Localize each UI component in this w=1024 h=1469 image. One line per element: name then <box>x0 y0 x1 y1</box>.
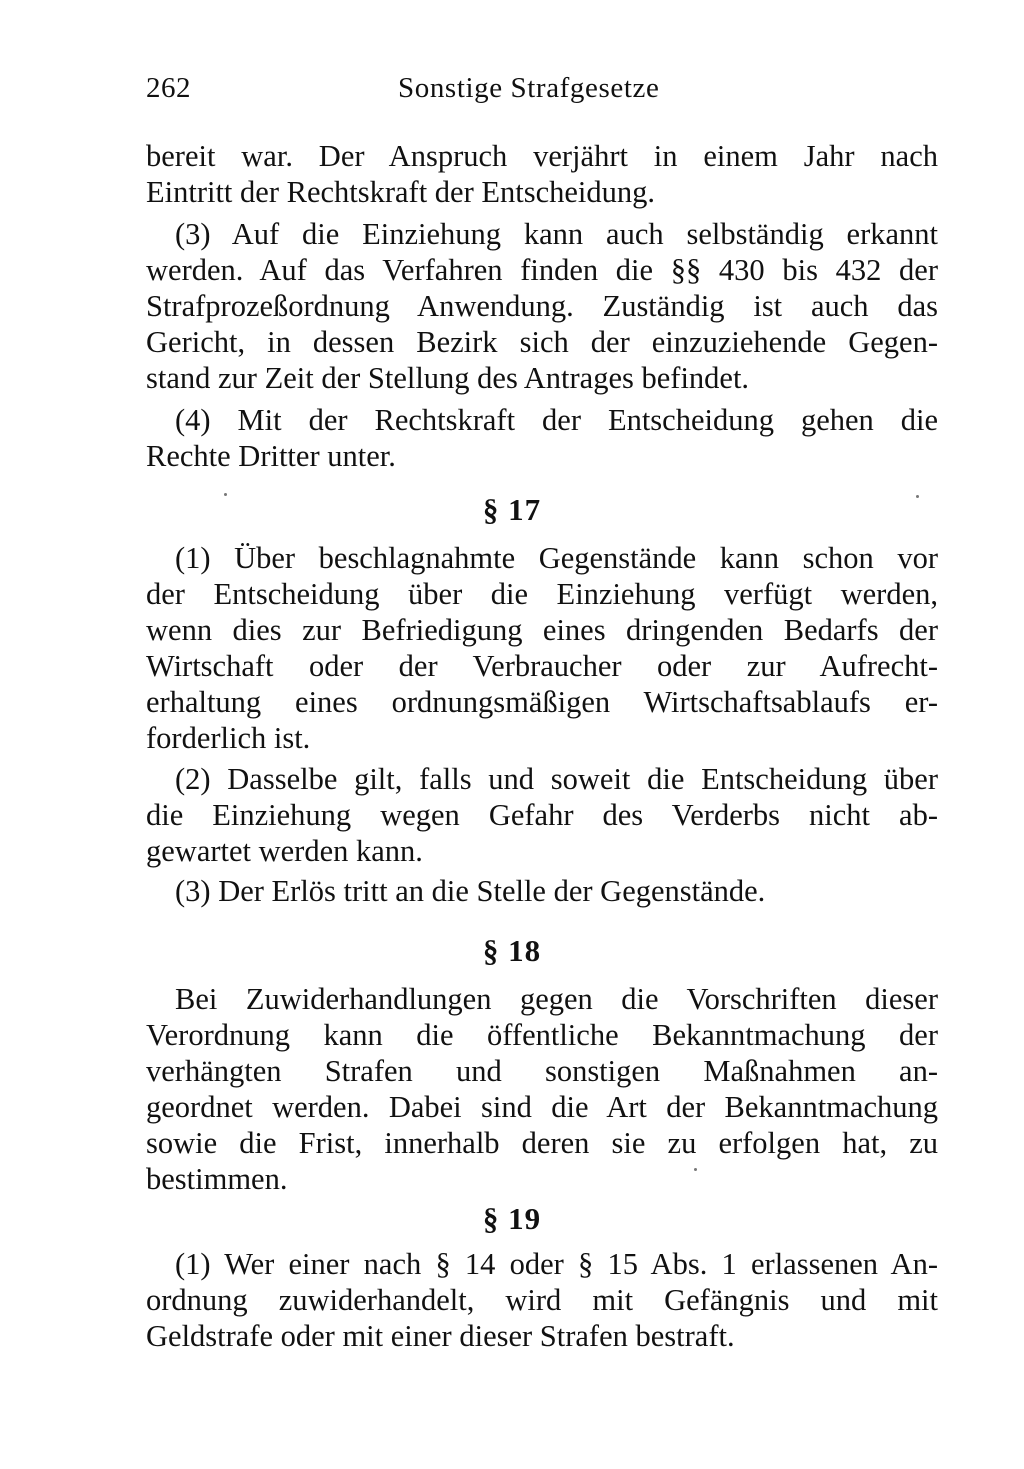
text-line: (1) Wer einer nach § 14 oder § 15 Abs. 1 erlassenen An- <box>175 1247 938 1281</box>
text-line: (2) Dasselbe gilt, falls und soweit die Entscheidung über <box>175 762 938 796</box>
text-line: Eintritt der Rechtskraft der Entscheidung. <box>146 175 656 209</box>
text-line: Bei Zuwiderhandlungen gegen die Vorschriften dieser <box>175 982 938 1016</box>
text-line: gewartet werden kann. <box>146 834 423 868</box>
text-line: der Entscheidung über die Einziehung verfügt werden, <box>146 577 938 611</box>
text-line: (1) Über beschlagnahmte Gegenstände kann schon vor <box>175 541 938 575</box>
page-header <box>146 72 936 112</box>
text-line: sowie die Frist, innerhalb deren sie zu erfolgen hat, zu <box>146 1126 938 1160</box>
text-line: stand zur Zeit der Stellung des Antrages befindet. <box>146 361 750 395</box>
text-line: Gericht, in dessen Bezirk sich der einzuziehende Gegen- <box>146 325 938 359</box>
text-line: verhängten Strafen und sonstigen Maßnahmen an- <box>146 1054 938 1088</box>
text-line: Wirtschaft oder der Verbraucher oder zur Aufrecht- <box>146 649 938 683</box>
scan-speck <box>694 1168 697 1171</box>
section-heading-18: § 18 <box>482 933 542 968</box>
text-line: Verordnung kann die öffentliche Bekanntmachung der <box>146 1018 938 1052</box>
scan-speck <box>224 493 227 496</box>
text-line: Geldstrafe oder mit einer dieser Strafen bestraft. <box>146 1319 735 1353</box>
scan-speck <box>916 495 919 498</box>
text-line: erhaltung eines ordnungsmäßigen Wirtschaftsablaufs er- <box>146 685 938 719</box>
text-line: werden. Auf das Verfahren finden die §§ 430 bis 432 der <box>146 253 938 287</box>
text-line: Rechte Dritter unter. <box>146 439 396 473</box>
text-line: geordnet werden. Dabei sind die Art der Bekanntmachung <box>146 1090 938 1124</box>
text-line: ordnung zuwiderhandelt, wird mit Gefängnis und mit <box>146 1283 938 1317</box>
section-heading-19: § 19 <box>482 1201 542 1236</box>
section-heading-17: § 17 <box>482 492 542 527</box>
page-number: 262 <box>146 72 191 104</box>
text-line: (3) Der Erlös tritt an die Stelle der Gegenstände. <box>175 874 766 908</box>
text-line: die Einziehung wegen Gefahr des Verderbs nicht ab- <box>146 798 938 832</box>
text-line: bereit war. Der Anspruch verjährt in einem Jahr nach <box>146 139 938 173</box>
text-line: (3) Auf die Einziehung kann auch selbständig erkannt <box>175 217 938 251</box>
text-line: Strafprozeßordnung Anwendung. Zuständig ist auch das <box>146 289 938 323</box>
running-title: Sonstige Strafgesetze <box>398 72 660 104</box>
text-line: wenn dies zur Befriedigung eines dringenden Bedarfs der <box>146 613 938 647</box>
text-line: forderlich ist. <box>146 721 311 755</box>
text-line: (4) Mit der Rechtskraft der Entscheidung gehen die <box>175 403 938 437</box>
text-line: bestimmen. <box>146 1162 288 1196</box>
